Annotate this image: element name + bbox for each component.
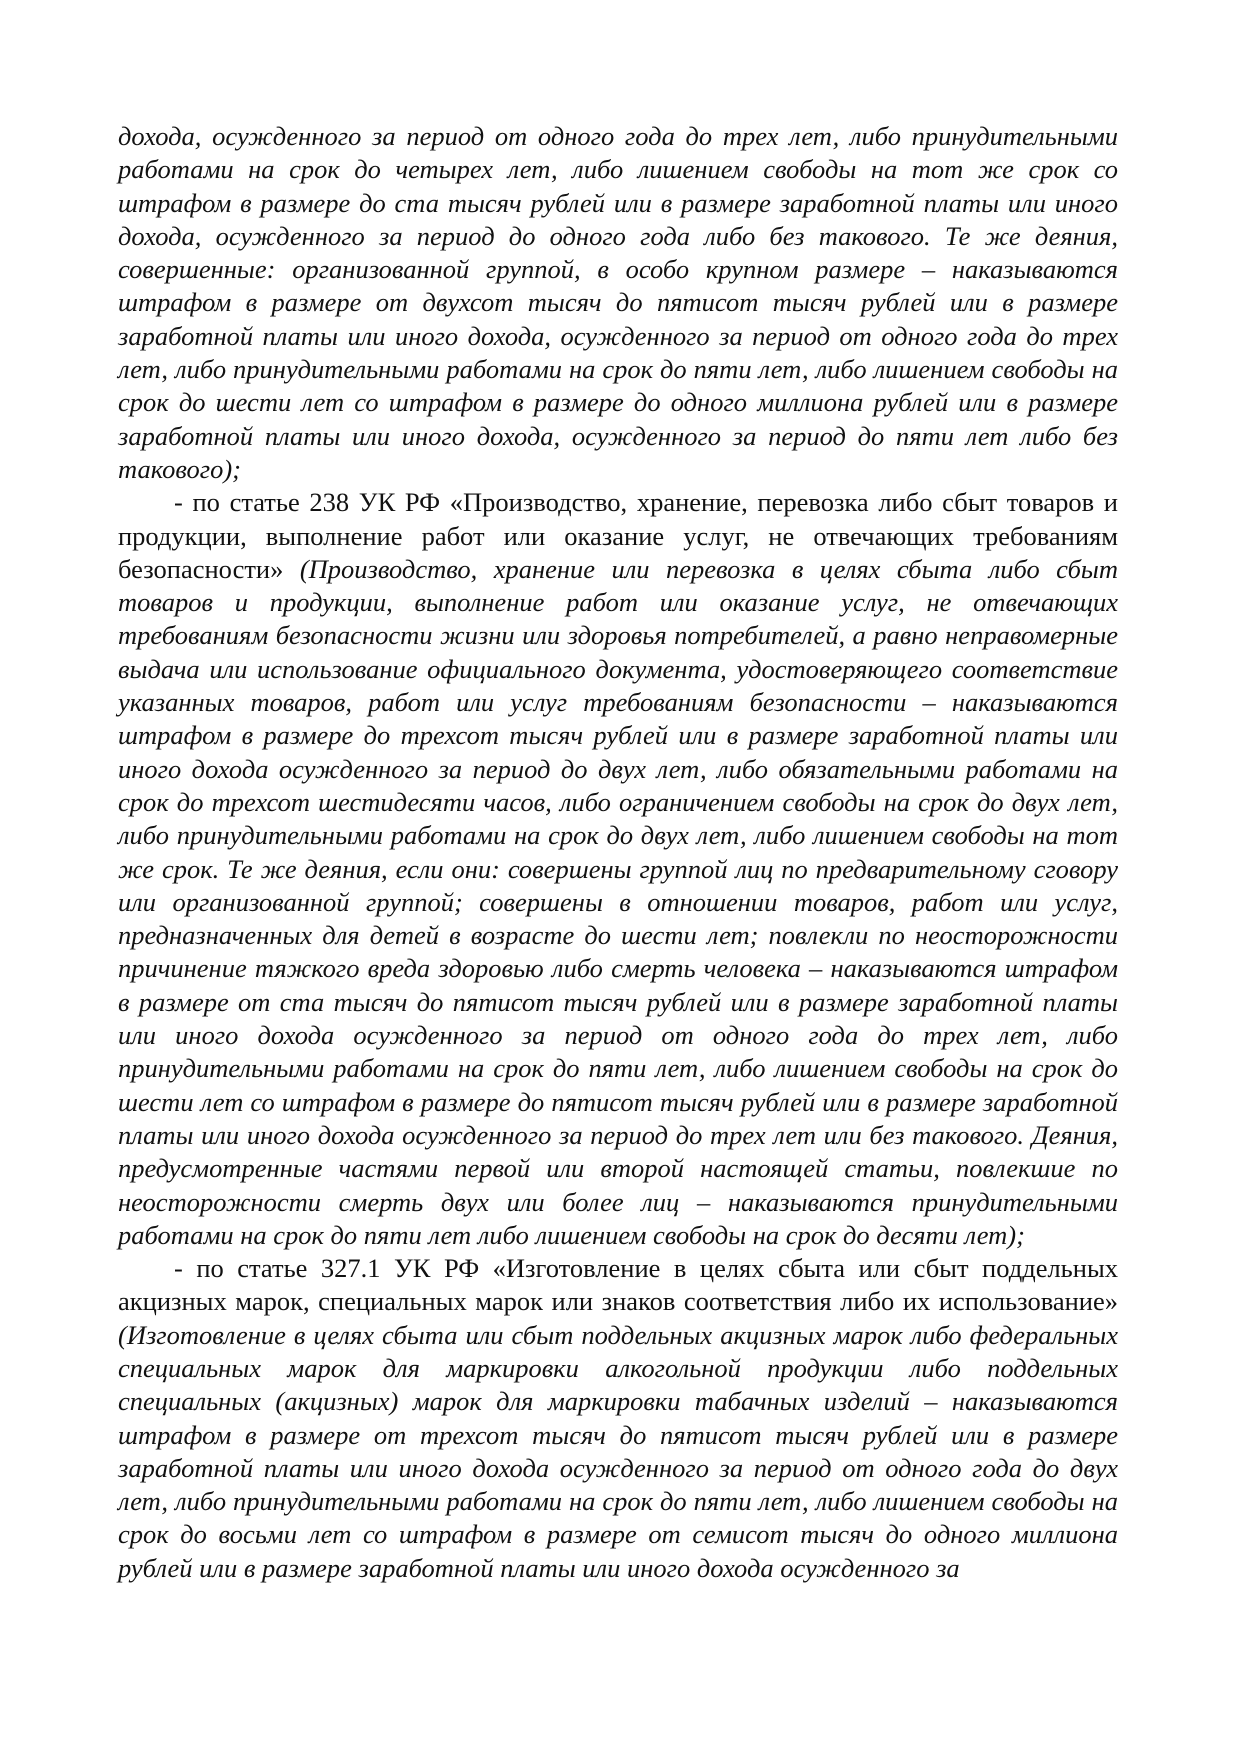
paragraph-lead: - по статье 238 УК РФ «Производство, хранение, перевозка либо сбыт товаров и продукции, выполнение работ или оказание услуг, не отвечающих требованиям безопасности» (118, 487, 1118, 584)
document-body (118, 120, 1118, 1585)
paragraph-article-238 (118, 486, 1118, 1252)
paragraph-body-italic: дохода, осужденного за период от одного года до трех лет, либо принудительными работами на срок до четырех лет, либо лишением свободы на тот же срок со штрафом в размере до ста тысяч рублей или в размере заработной платы или иного дохода, осужденного за период до одного года либо без такового. Те же деяния, совершенные: организованной группой, в особо крупном размере – наказываются штрафом в размере от двухсот тысяч до пятисот тысяч рублей или в размере заработной платы или иного дохода, осужденного за период от одного года до трех лет, либо принудительными работами на срок до пяти лет, либо лишением свободы на срок до шести лет со штрафом в размере до одного миллиона рублей или в размере заработной платы или иного дохода, осужденного за период до пяти лет либо без такового); (118, 121, 1118, 484)
paragraph-body-italic: (Производство, хранение или перевозка в целях сбыта либо сбыт товаров и продукции, выполнение работ или оказание услуг, не отвечающих требованиям безопасности жизни или здоровья потребителей, а равно неправомерные выдача или использование официального документа, удостоверяющего соответствие указанных товаров, работ или услуг требованиям безопасности – наказываются штрафом в размере до трехсот тысяч рублей или в размере заработной платы или иного дохода осужденного за период до двух лет, либо обязательными работами на срок до трехсот шестидесяти часов, либо ограничением свободы на срок до двух лет, либо принудительными работами на срок до двух лет, либо лишением свободы на тот же срок. Те же деяния, если они: совершены группой лиц по предварительному сговору или организованной группой; совершены в отношении товаров, работ или услуг, предназначенных для детей в возрасте до шести лет; повлекли по неосторожности причинение тяжкого вреда здоровью либо смерть человека – наказываются штрафом в размере от ста тысяч до пятисот тысяч рублей или в размере заработной платы или иного дохода осужденного за период от одного года до трех лет, либо принудительными работами на срок до пяти лет, либо лишением свободы на срок до шести лет со штрафом в размере до пятисот тысяч рублей или в размере заработной платы или иного дохода осужденного за период до трех лет или без такового. Деяния, предусмотренные частями первой или второй настоящей статьи, повлекшие по неосторожности смерть двух или более лиц – наказываются принудительными работами на срок до пяти лет либо лишением свободы на срок до десяти лет); (118, 553, 1119, 1250)
paragraph-article-327-1 (118, 1252, 1118, 1585)
paragraph-body-italic: (Изготовление в целях сбыта или сбыт поддельных акцизных марок либо федеральных специальных марок для маркировки алкогольной продукции либо поддельных специальных (акцизных) марок для маркировки табачных изделий – наказываются штрафом в размере от трехсот тысяч до пятисот тысяч рублей или в размере заработной платы или иного дохода осужденного за период от одного года до двух лет, либо принудительными работами на срок до пяти лет, либо лишением свободы на срок до восьми лет со штрафом в размере от семисот тысяч до одного миллиона рублей или в размере заработной платы или иного дохода осужденного за (118, 1319, 1118, 1583)
paragraph-lead: - по статье 327.1 УК РФ «Изготовление в целях сбыта или сбыт поддельных акцизных марок, специальных марок или знаков соответствия либо их использование» (118, 1253, 1118, 1317)
paragraph-continuation (118, 120, 1118, 486)
